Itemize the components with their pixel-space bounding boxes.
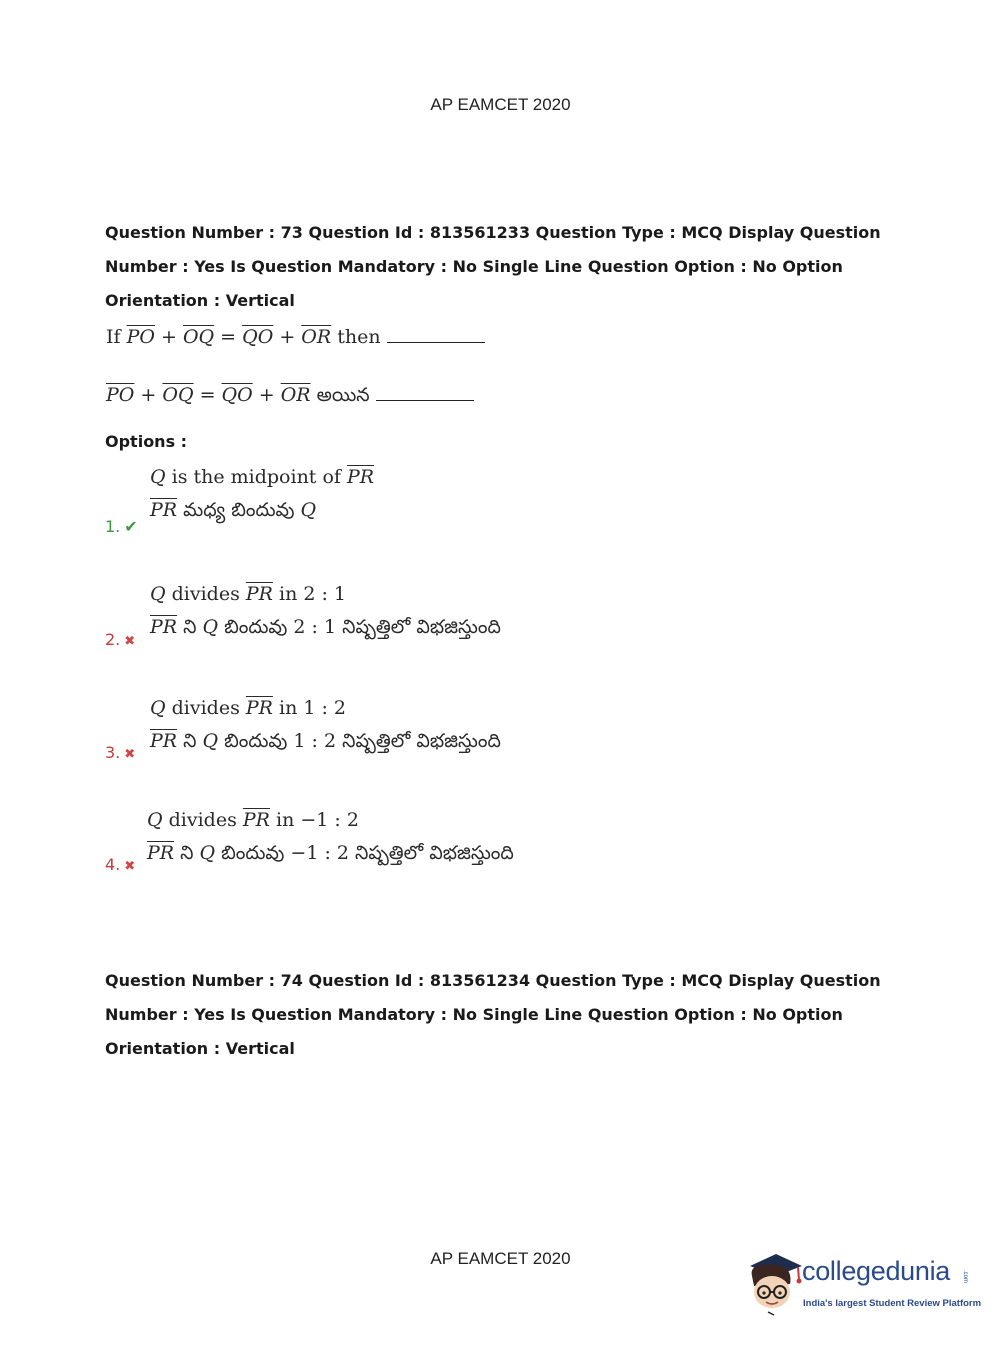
operator: + — [134, 384, 163, 406]
operator: = — [214, 326, 243, 348]
vector-term: $\overline{OR}$ — [280, 384, 311, 406]
option-number: 2. — [105, 630, 121, 649]
option-2-english — [150, 583, 346, 605]
option-1-marker[interactable] — [105, 517, 138, 536]
vector-term: $\overline{OR}$ — [301, 326, 332, 348]
operator: + — [154, 326, 183, 348]
page-header: AP EAMCET 2020 — [430, 95, 571, 114]
option-tail: బిందువు 2 : 1 నిష్పత్తిలో విభజిస్తుంది — [218, 616, 501, 638]
segment: $\overline{PR}$ — [245, 697, 273, 719]
option-3-telugu — [150, 730, 501, 757]
cross-icon: ✖ — [124, 747, 136, 762]
vector-term: $\overline{OQ}$ — [182, 326, 215, 348]
page-footer: AP EAMCET 2020 — [430, 1249, 571, 1268]
option-4-marker[interactable] — [105, 855, 135, 874]
option-text: divides — [162, 809, 243, 831]
option-4-english — [147, 809, 359, 831]
vector-term: $\overline{QO}$ — [242, 326, 274, 348]
option-tail: బిందువు −1 : 2 నిష్పత్తిలో విభజిస్తుంది — [215, 842, 514, 864]
mascot-icon — [742, 1248, 804, 1316]
variable: Q — [300, 499, 317, 521]
collegedunia-logo[interactable] — [742, 1248, 982, 1318]
logo-wordmark: collegedunia — [802, 1256, 951, 1286]
variable: Q — [150, 583, 166, 605]
option-1-english — [150, 466, 374, 488]
question-73-meta — [105, 216, 881, 318]
cross-icon: ✖ — [124, 859, 136, 874]
segment: $\overline{PR}$ — [150, 499, 178, 521]
meta-line: Number : Yes Is Question Mandatory : No Single Line Question Option : No Option — [105, 257, 843, 276]
option-3-english — [150, 697, 346, 719]
vector-term: $\overline{PO}$ — [126, 326, 155, 348]
vector-term: $\overline{OQ}$ — [162, 384, 194, 406]
option-text: is the midpoint of — [165, 466, 347, 488]
logo-domain: .com — [962, 1270, 968, 1284]
option-3-marker[interactable] — [105, 743, 135, 762]
option-1-telugu — [150, 499, 316, 526]
logo-tagline: India's largest Student Review Platform — [803, 1298, 982, 1309]
segment: $\overline{PR}$ — [242, 809, 270, 831]
answer-blank — [376, 388, 474, 401]
segment: $\overline{PR}$ — [150, 616, 178, 638]
segment: $\overline{PR}$ — [347, 466, 375, 488]
question-74-meta — [105, 964, 881, 1066]
segment: $\overline{PR}$ — [147, 842, 175, 864]
operator: + — [252, 384, 281, 406]
vector-term: $\overline{PO}$ — [106, 384, 135, 406]
variable: Q — [150, 697, 166, 719]
check-icon: ✔ — [124, 517, 138, 536]
segment: $\overline{PR}$ — [245, 583, 273, 605]
options-label: Options : — [105, 432, 188, 451]
meta-line: Question Number : 74 Question Id : 813561234 Question Type : MCQ Display Question — [105, 971, 881, 990]
vector-term: $\overline{QO}$ — [221, 384, 253, 406]
option-text: ని — [174, 842, 200, 864]
question-text-telugu — [106, 384, 474, 411]
option-text: divides — [165, 697, 246, 719]
option-2-telugu — [150, 616, 501, 643]
option-text: ని — [177, 730, 203, 752]
operator: + — [273, 326, 302, 348]
segment: $\overline{PR}$ — [150, 730, 178, 752]
option-tail: in −1 : 2 — [269, 809, 359, 831]
question-text-english — [106, 326, 485, 348]
option-number: 1. — [105, 517, 121, 536]
option-tail: in 2 : 1 — [272, 583, 347, 605]
option-number: 4. — [105, 855, 121, 874]
question-suffix: అయిన — [310, 384, 370, 406]
option-number: 3. — [105, 743, 121, 762]
option-text: divides — [165, 583, 246, 605]
option-4-telugu — [147, 842, 514, 869]
variable: Q — [202, 616, 219, 638]
option-text: మధ్య బిందువు — [177, 499, 301, 521]
variable: Q — [150, 466, 166, 488]
meta-line: Number : Yes Is Question Mandatory : No Single Line Question Option : No Option — [105, 1005, 843, 1024]
variable: Q — [147, 809, 163, 831]
meta-line: Question Number : 73 Question Id : 813561233 Question Type : MCQ Display Question — [105, 223, 881, 242]
question-prefix: If — [106, 326, 121, 348]
variable: Q — [202, 730, 219, 752]
cross-icon: ✖ — [124, 634, 136, 649]
answer-blank — [387, 330, 485, 343]
option-2-marker[interactable] — [105, 630, 135, 649]
question-suffix: then — [331, 326, 381, 348]
operator: = — [193, 384, 222, 406]
option-text: ని — [177, 616, 203, 638]
meta-line: Orientation : Vertical — [105, 1039, 295, 1058]
option-tail: in 1 : 2 — [272, 697, 347, 719]
meta-line: Orientation : Vertical — [105, 291, 295, 310]
option-tail: బిందువు 1 : 2 నిష్పత్తిలో విభజిస్తుంది — [218, 730, 501, 752]
variable: Q — [199, 842, 216, 864]
